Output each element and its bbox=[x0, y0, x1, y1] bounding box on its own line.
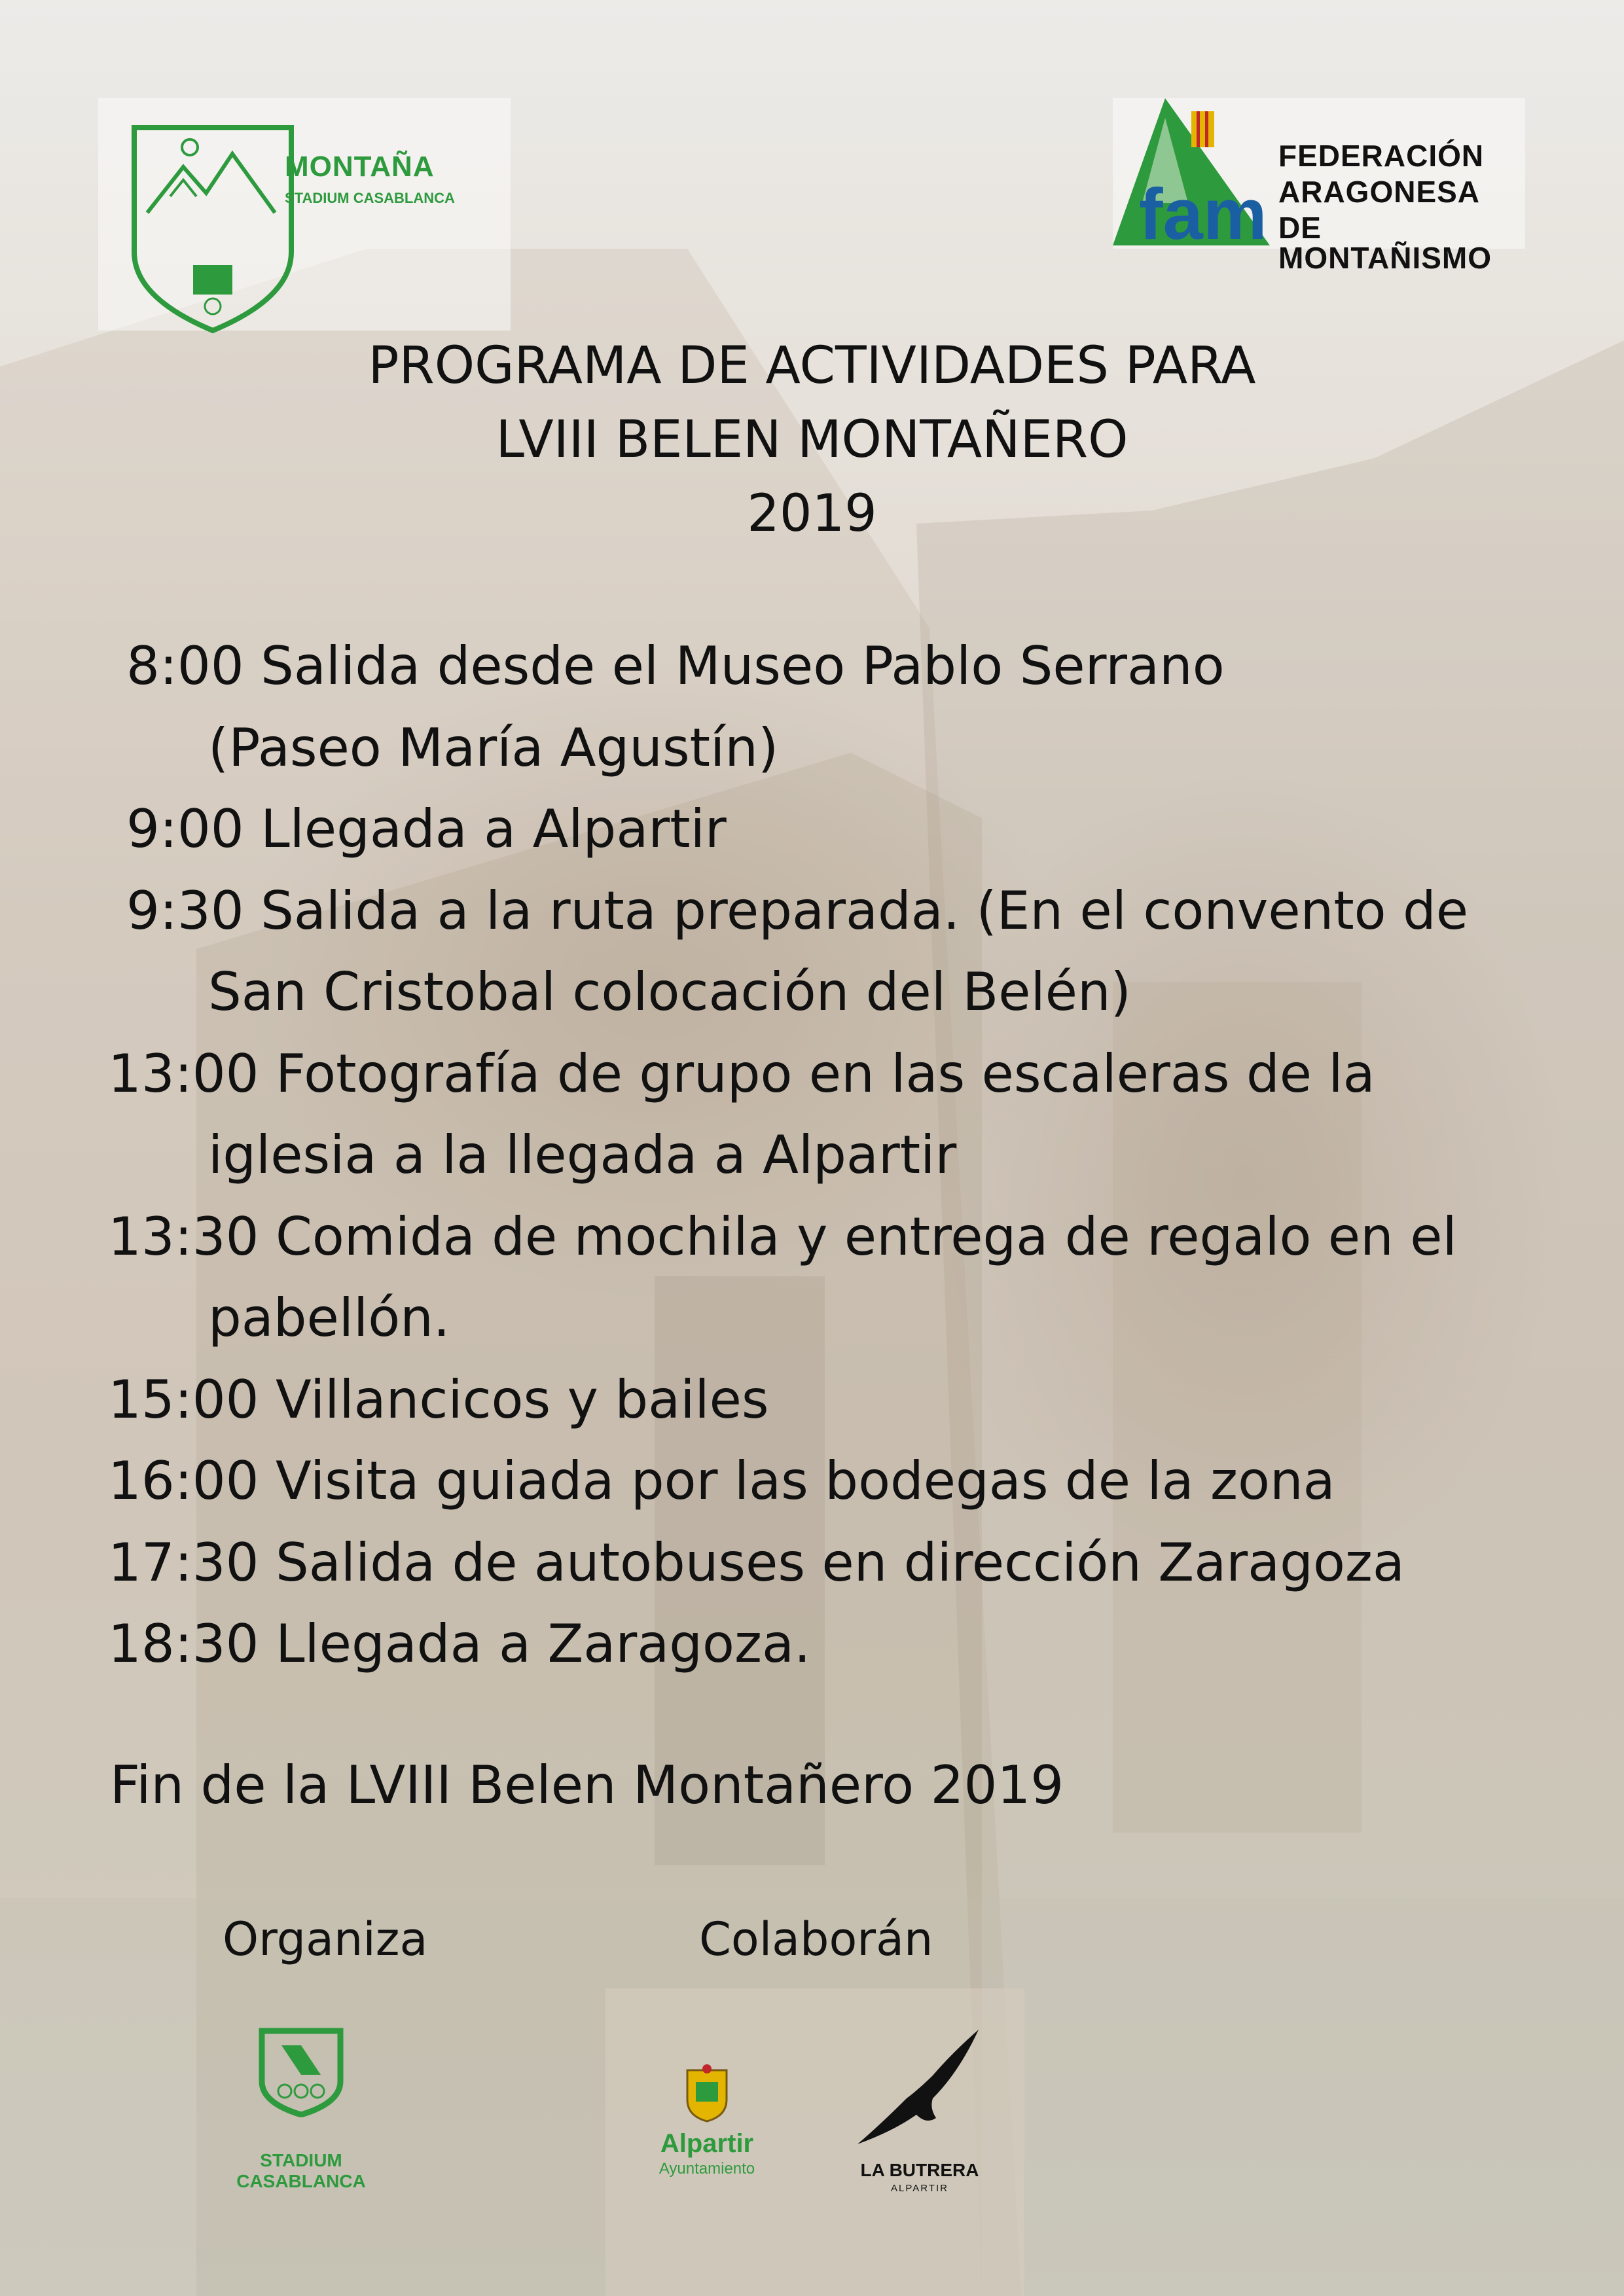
schedule-item-2-cont: San Cristobal colocación del Belén) bbox=[208, 961, 1131, 1022]
organiza-label: Organiza bbox=[223, 1912, 428, 1966]
vulture-icon bbox=[854, 2026, 985, 2151]
schedule-item-3-cont: iglesia a la llegada a Alpartir bbox=[208, 1124, 957, 1185]
schedule-item-5 bbox=[108, 1369, 769, 1430]
fam-line2: ARAGONESA bbox=[1278, 175, 1481, 209]
schedule-time: 9:00 bbox=[126, 798, 244, 859]
page-title-line2: LVIII BELEN MONTAÑERO bbox=[496, 410, 1128, 469]
schedule-time: 8:00 bbox=[126, 636, 244, 696]
stadium-shield-icon bbox=[255, 2026, 347, 2117]
alpartir-sub: Ayuntamiento bbox=[659, 2160, 755, 2178]
schedule-text: Llegada a Zaragoza. bbox=[275, 1613, 811, 1674]
alpartir-name: Alpartir bbox=[660, 2129, 754, 2158]
organizer-line1: STADIUM bbox=[260, 2150, 342, 2170]
stadium-subtitle: STADIUM CASABLANCA bbox=[285, 190, 455, 206]
schedule-time: 13:00 bbox=[108, 1043, 259, 1104]
schedule-text: Salida a la ruta preparada. (En el convento de bbox=[261, 880, 1469, 941]
schedule-item-0 bbox=[126, 636, 1225, 696]
page-title-line3: 2019 bbox=[747, 484, 877, 543]
schedule-text: Salida desde el Museo Pablo Serrano bbox=[261, 636, 1225, 696]
page-title-line1: PROGRAMA DE ACTIVIDADES PARA bbox=[368, 336, 1256, 395]
montana-title: MONTAÑA bbox=[285, 151, 435, 183]
organizer-logo bbox=[223, 2026, 380, 2196]
schedule-item-4-cont: pabellón. bbox=[208, 1287, 450, 1348]
schedule-item-7 bbox=[108, 1532, 1405, 1593]
schedule-item-3 bbox=[108, 1043, 1375, 1104]
schedule-time: 17:30 bbox=[108, 1532, 259, 1593]
fam-line3: DE MONTAÑISMO bbox=[1278, 211, 1492, 275]
schedule-item-8 bbox=[108, 1613, 811, 1674]
schedule-text: Villancicos y bailes bbox=[275, 1369, 769, 1430]
collaborators-box bbox=[605, 1988, 1024, 2296]
schedule-time: 15:00 bbox=[108, 1369, 259, 1430]
schedule-item-1 bbox=[126, 798, 727, 859]
schedule-time: 9:30 bbox=[126, 880, 244, 941]
schedule-item-0-cont: (Paseo María Agustín) bbox=[208, 717, 779, 778]
organizer-line2: CASABLANCA bbox=[236, 2171, 366, 2191]
closing-text: Fin de la LVIII Belen Montañero 2019 bbox=[110, 1755, 1064, 1816]
schedule-item-4 bbox=[108, 1206, 1457, 1267]
schedule-item-6 bbox=[108, 1450, 1335, 1511]
alpartir-crest-icon bbox=[684, 2064, 730, 2123]
butrera-sub: ALPARTIR bbox=[891, 2183, 948, 2194]
schedule-item-2 bbox=[126, 880, 1469, 941]
schedule-text: Salida de autobuses en dirección Zaragoza bbox=[275, 1532, 1405, 1593]
schedule-time: 16:00 bbox=[108, 1450, 259, 1511]
colaboran-label: Colaborán bbox=[699, 1912, 933, 1966]
schedule-text: Fotografía de grupo en las escaleras de la bbox=[275, 1043, 1375, 1104]
schedule-text: Visita guiada por las bodegas de la zona bbox=[275, 1450, 1335, 1511]
schedule-time: 18:30 bbox=[108, 1613, 259, 1674]
schedule-text: Llegada a Alpartir bbox=[261, 798, 727, 859]
schedule-text: Comida de mochila y entrega de regalo en el bbox=[275, 1206, 1457, 1267]
fam-mark: fam bbox=[1139, 174, 1267, 249]
fam-line1: FEDERACIÓN bbox=[1278, 139, 1485, 173]
butrera-name: LA BUTRERA bbox=[860, 2160, 979, 2180]
schedule-time: 13:30 bbox=[108, 1206, 259, 1267]
